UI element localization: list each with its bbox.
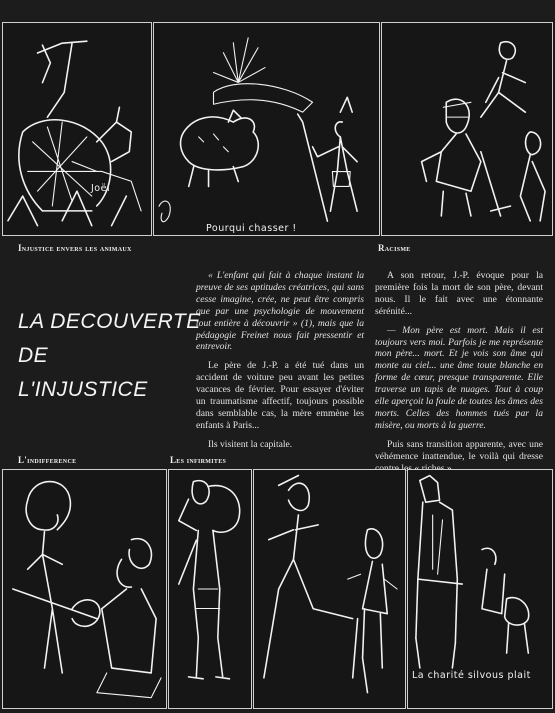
drawing-panel-dancer bbox=[253, 469, 406, 709]
caption-racisme: Racisme bbox=[378, 243, 411, 253]
dancer-crutch-drawing-icon bbox=[254, 470, 405, 708]
title-line-3: L'INJUSTICE bbox=[18, 378, 148, 401]
signature-charity: La charité silvous plait bbox=[412, 670, 531, 681]
drawing-panel-people bbox=[381, 22, 553, 236]
drawing-panel-horse bbox=[2, 22, 152, 236]
people-drawing-icon bbox=[382, 23, 552, 235]
signature-pourqui-chasser: Pourqui chasser ! bbox=[206, 223, 297, 234]
col2-paragraph-2: — Mon père est mort. Mais il est toujours vers moi. Parfois je me représente mon père... mort. Et je vois son âme qui monte au ciel... une âme toute blanche en forme de cœur, presque transparente. Elle traverse un tapis de nuages. Tout à coup elle aperçoit la foule de toutes les âmes des morts. Celles des hommes tués par la misère, ou morts à la guerre. bbox=[375, 324, 543, 431]
col1-paragraph-2: Le père de J.-P. a été tué dans un accident de voiture peu avant les petites vacances de février. Pour essayer d'éviter un traumatisme affectif, toujours possible dans semblable cas, la mère emmène les enfants à Paris... bbox=[196, 360, 364, 431]
title-line-1: LA DECOUVERTE bbox=[18, 310, 201, 333]
text-column-1 bbox=[196, 270, 364, 458]
col1-paragraph-3: Ils visitent la capitale. bbox=[208, 438, 293, 450]
signature-joel: Joël bbox=[91, 183, 111, 194]
col1-paragraph-1: « L'enfant qui fait à chaque instant la preuve de ses aptitudes créatrices, qui sans cesse imagine, crée, ne peut être compris que par une psychologie de mouvement tout entière à découvrir » (1), mais que la pédagogie Freinet nous fait pressentir et entrevoir. bbox=[196, 270, 364, 353]
article-title bbox=[18, 305, 201, 407]
caption-animals: Injustice envers les animaux bbox=[18, 243, 132, 253]
drawing-panel-hunchback bbox=[168, 469, 252, 709]
caption-indifference: L'indifference bbox=[18, 455, 77, 465]
title-line-2: DE bbox=[18, 344, 49, 367]
text-column-2 bbox=[375, 270, 543, 482]
drawing-panel-indifference bbox=[2, 469, 167, 709]
hunter-animal-drawing-icon bbox=[154, 23, 379, 235]
col2-paragraph-3: Puis sans transition apparente, avec une véhémence inattendue, le voilà qui dresse bbox=[375, 438, 543, 462]
drawing-panel-hunter bbox=[153, 22, 380, 236]
drawing-panel-charity bbox=[407, 469, 553, 709]
horse-rider-drawing-icon bbox=[3, 23, 151, 235]
col2-paragraph-1: A son retour, J.-P. évoque pour la première fois la mort de son père, devant nous. Il le fait avec une étonnante sérénité... bbox=[375, 270, 543, 317]
caption-infirmites: Les infirmites bbox=[170, 455, 227, 465]
woman-guitar-drawing-icon bbox=[3, 470, 166, 708]
hunchback-drawing-icon bbox=[169, 470, 251, 708]
